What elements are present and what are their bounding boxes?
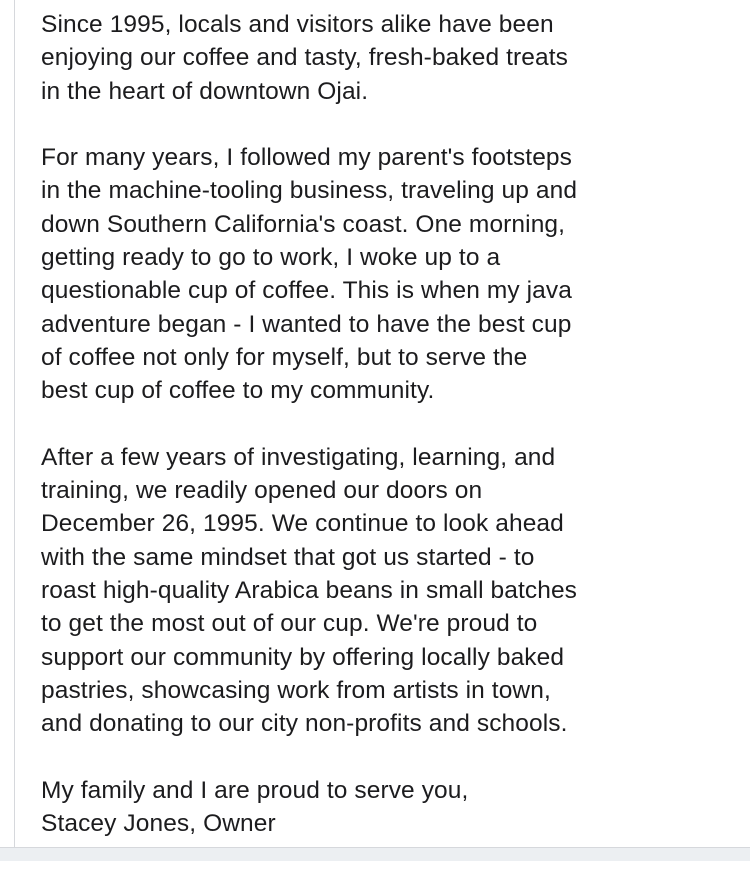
- text-line: After a few years of investigating, learning, and: [41, 443, 556, 471]
- post-body: [41, 8, 741, 874]
- text-line: of coffee not only for myself, but to serve the: [41, 343, 528, 371]
- text-line: to get the most out of our cup. We're proud to: [41, 610, 538, 638]
- signature-paragraph: [41, 774, 741, 841]
- text-line: and donating to our city non-profits and schools.: [41, 710, 568, 738]
- intro-paragraph: [41, 8, 741, 108]
- text-line: support our community by offering locally baked: [41, 643, 565, 671]
- history-paragraph: [41, 141, 741, 407]
- text-line: best cup of coffee to my community.: [41, 377, 435, 405]
- text-line: with the same mindset that got us started - to: [41, 543, 535, 571]
- text-line: training, we readily opened our doors on: [41, 477, 483, 505]
- closing-line: My family and I are proud to serve you,: [41, 776, 469, 804]
- text-line: roast high-quality Arabica beans in small batches: [41, 577, 578, 605]
- text-line: December 26, 1995. We continue to look ahead: [41, 510, 564, 538]
- text-line: down Southern California's coast. One morning,: [41, 210, 566, 238]
- mission-paragraph: [41, 441, 741, 741]
- text-line: in the heart of downtown Ojai.: [41, 77, 369, 105]
- text-line: pastries, showcasing work from artists in town,: [41, 676, 551, 704]
- text-line: getting ready to go to work, I woke up to a: [41, 244, 501, 272]
- text-line: questionable cup of coffee. This is when my java: [41, 277, 572, 305]
- owner-signature: Stacey Jones, Owner: [41, 810, 276, 838]
- text-line: in the machine-tooling business, traveling up and: [41, 177, 578, 205]
- bottom-divider: [0, 847, 750, 861]
- text-line: Since 1995, locals and visitors alike have been: [41, 11, 554, 38]
- text-line: enjoying our coffee and tasty, fresh-baked treats: [41, 44, 568, 72]
- text-line: For many years, I followed my parent's footsteps: [41, 144, 572, 172]
- text-line: adventure began - I wanted to have the best cup: [41, 310, 572, 338]
